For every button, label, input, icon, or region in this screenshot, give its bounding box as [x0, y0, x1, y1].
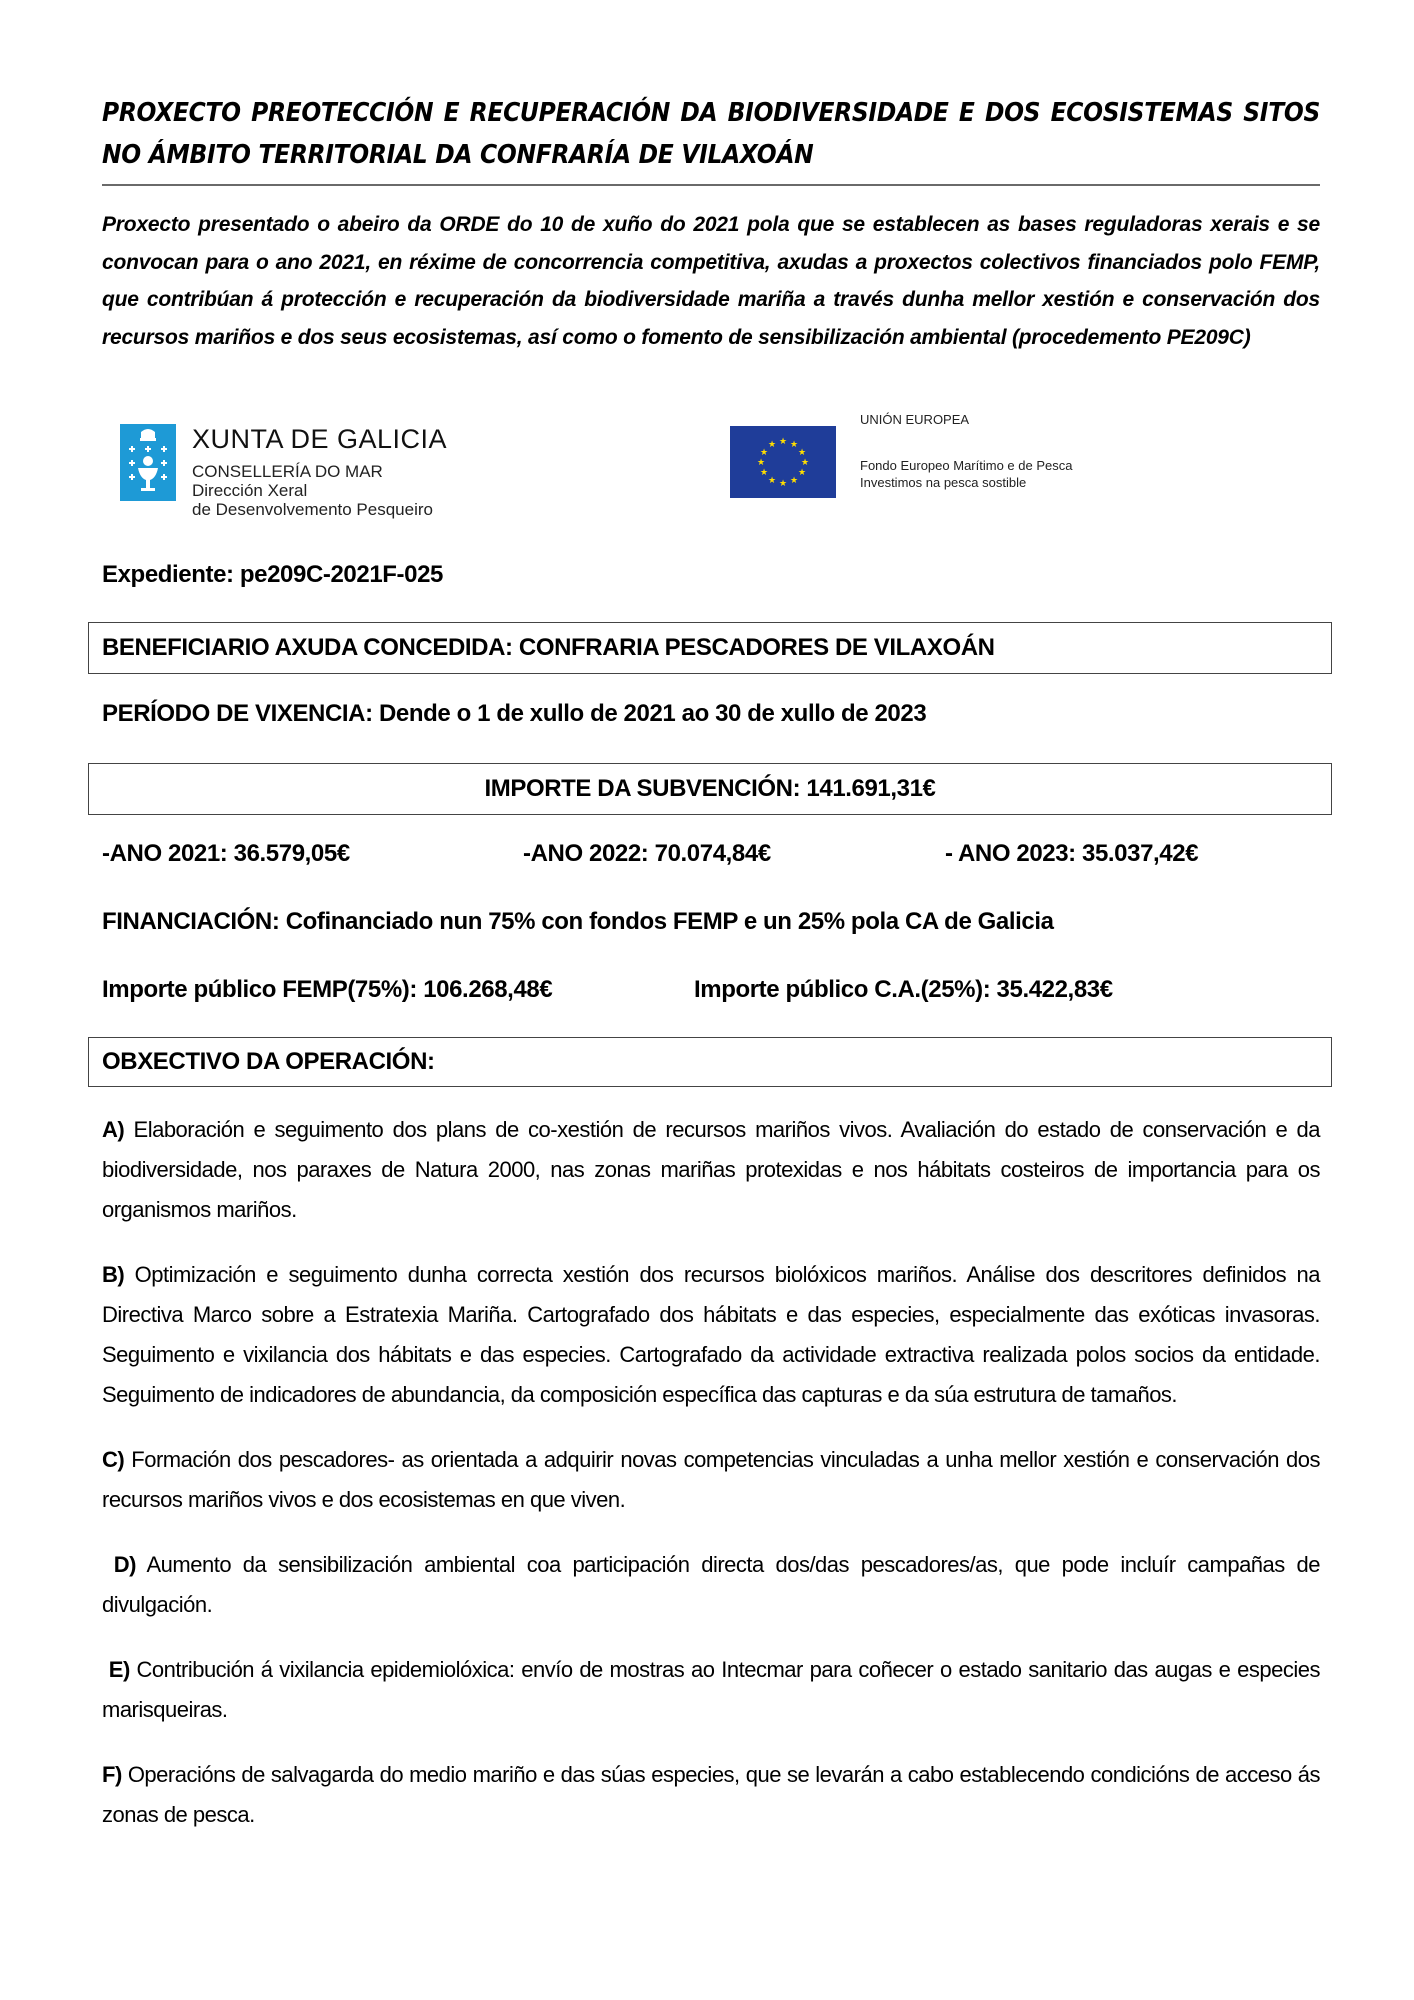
eu-subtitle-line: Fondo Europeo Marítimo e de Pesca: [860, 458, 1073, 473]
svg-text:★: ★: [759, 448, 769, 458]
objective-item: [102, 1545, 1320, 1625]
svg-text:★: ★: [778, 437, 788, 447]
eu-title: UNIÓN EUROPEA: [860, 412, 970, 427]
public-amounts: [102, 976, 1320, 1008]
objective-text: Optimización e seguimento dunha correcta xestión dos recursos biolóxicos mariños. Análise dos descritores definidos na Directiva Marco sobre a Estratexia Mariña. Cartografado dos hábitats e das especies, especialmente das exóticas invasoras. Seguimento e vixilancia dos hábitats e das especies. Cartografado da actividade extractiva realizada polos socios da entidade. Seguimento de indicadores de abundancia, da composición específica das capturas e da súa estrutura de tamaños.: [102, 1262, 1320, 1407]
eu-subtitle-line: Investimos na pesca sostible: [860, 475, 1027, 490]
svg-text:★: ★: [797, 448, 807, 458]
xunta-name: XUNTA DE GALICIA: [192, 424, 448, 454]
objective-item: [102, 1650, 1320, 1730]
annual-amounts: [102, 840, 1320, 872]
eu-femp-logo: [730, 412, 1150, 502]
importe-publico-femp: Importe público FEMP(75%): 106.268,48€: [102, 976, 553, 1003]
xunta-subtitle-line: Dirección Xeral: [192, 481, 308, 500]
xunta-subtitle-line: CONSELLERÍA DO MAR: [192, 462, 383, 481]
objective-text: Contribución á vixilancia epidemiolóxica: envío de mostras ao Intecmar para coñecer o estado sanitario das augas e especies marisqueiras.: [102, 1657, 1320, 1722]
objective-text: Aumento da sensibilización ambiental coa participación directa dos/das pescadores/as, que pode incluír campañas de divulgación.: [102, 1552, 1320, 1617]
objective-letter: F): [102, 1762, 122, 1787]
objective-text: Elaboración e seguimento dos plans de co-xestión de recursos mariños vivos. Avaliación do estado de conservación e da biodiversidade, nos paraxes de Natura 2000, nas zonas mariñas protexidas e nos hábitats costeiros de importancia para os organismos mariños.: [102, 1117, 1320, 1222]
objective-letter: B): [102, 1262, 125, 1287]
objective-item: [102, 1440, 1320, 1520]
objectives-list: [102, 1110, 1320, 1860]
xunta-de-galicia-logo: [120, 424, 480, 532]
objective-letter: D): [113, 1552, 136, 1577]
eu-subtitle: [860, 457, 1072, 491]
obxectivo-box: [88, 1037, 1332, 1087]
objective-text: Operacións de salvagarda do medio mariño e das súas especies, que se levarán a cabo establecendo condicións de acceso ás zonas de pesca.: [102, 1762, 1320, 1827]
objective-item: [102, 1755, 1320, 1835]
svg-text:★: ★: [767, 440, 777, 450]
svg-text:★: ★: [756, 458, 766, 468]
importe-box: [88, 763, 1332, 815]
amount-2022: -ANO 2022: 70.074,84€: [523, 840, 771, 867]
intro-paragraph: Proxecto presentado o abeiro da ORDE do 10 de xuño do 2021 pola que se establecen as bases reguladoras xerais e se convocan para o ano 2021, en réxime de concorrencia competitiva, axudas a proxectos colectivos financiados polo FEMP, que contribúan á protección e recuperación da biodiversidade mariña a través dunha mellor xestión e conservación dos recursos mariños e dos seus ecosistemas, así como o fomento de sensibilización ambiental (procedemento PE209C): [102, 213, 1320, 349]
objective-letter: E): [108, 1657, 130, 1682]
amount-2023: - ANO 2023: 35.037,42€: [945, 840, 1199, 867]
expediente: Expediente: pe209C-2021F-025: [102, 561, 443, 588]
beneficiario-box: [88, 622, 1332, 674]
xunta-subtitle: [192, 462, 433, 519]
periodo-vixencia: PERÍODO DE VIXENCIA: Dende o 1 de xullo de 2021 ao 30 de xullo de 2023: [102, 700, 927, 727]
importe-subvencion: IMPORTE DA SUBVENCIÓN: 141.691,31€: [484, 775, 936, 802]
objective-letter: C): [102, 1447, 125, 1472]
objective-text: Formación dos pescadores- as orientada a adquirir novas competencias vinculadas a unha mellor xestión e conservación dos recursos mariños vivos e dos ecosistemas en que viven.: [102, 1447, 1320, 1512]
objective-item: [102, 1110, 1320, 1230]
financiacion: FINANCIACIÓN: Cofinanciado nun 75% con fondos FEMP e un 25% pola CA de Galicia: [102, 908, 1054, 935]
beneficiario-text: BENEFICIARIO AXUDA CONCEDIDA: CONFRARIA PESCADORES DE VILAXOÁN: [102, 634, 995, 661]
svg-text:★: ★: [759, 468, 769, 478]
svg-text:★: ★: [800, 458, 810, 468]
svg-text:★: ★: [789, 440, 799, 450]
svg-text:★: ★: [789, 476, 799, 486]
svg-text:★: ★: [797, 468, 807, 478]
amount-2021: -ANO 2021: 36.579,05€: [102, 840, 350, 867]
xunta-subtitle-line: de Desenvolvemento Pesqueiro: [192, 500, 433, 519]
galicia-coat-of-arms-icon: [120, 424, 176, 501]
obxectivo-heading: OBXECTIVO DA OPERACIÓN:: [102, 1048, 435, 1075]
title-divider: [102, 184, 1320, 186]
objective-item: [102, 1255, 1320, 1415]
eu-flag-icon: [730, 426, 836, 498]
importe-publico-ca: Importe público C.A.(25%): 35.422,83€: [694, 976, 1113, 1003]
svg-text:★: ★: [767, 476, 777, 486]
objective-letter: A): [102, 1117, 125, 1142]
svg-text:★: ★: [778, 479, 788, 489]
document-title: PROXECTO PREOTECCIÓN E RECUPERACIÓN DA BIODIVERSIDADE E DOS ECOSISTEMAS SITOS NO ÁMBITO TERRITORIAL DA CONFRARÍA DE VILAXOÁN: [102, 98, 1320, 170]
